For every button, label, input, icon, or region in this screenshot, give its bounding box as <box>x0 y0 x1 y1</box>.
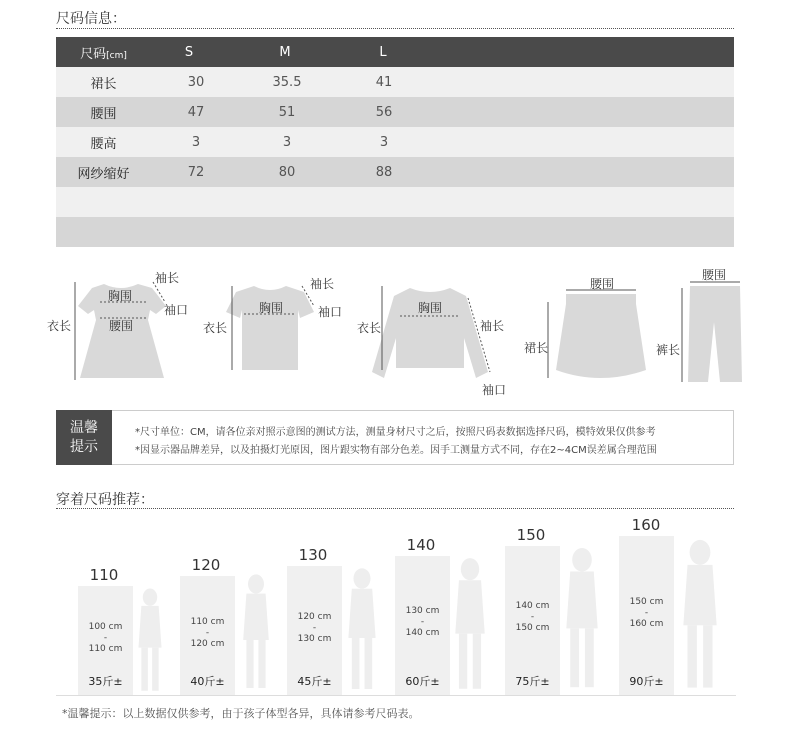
divider <box>56 508 734 509</box>
skirt-diagram <box>524 277 646 378</box>
rec-range: 130 cm - 140 cm <box>405 606 440 638</box>
table-row <box>56 67 734 97</box>
cell-value: 30 <box>187 74 205 90</box>
rec-weight: 40斤± <box>190 675 225 688</box>
kid-silhouette <box>683 540 716 688</box>
sweater-diagram <box>357 286 506 397</box>
cell-value: 88 <box>375 164 393 180</box>
sweater-chest-label: 胸围 <box>418 301 443 315</box>
tips-box <box>56 410 734 465</box>
rec-size: 160 <box>631 516 661 534</box>
table-row <box>56 127 734 157</box>
rec-range: 120 cm - 130 cm <box>297 612 332 644</box>
skirt-waist-label: 腰围 <box>590 277 615 291</box>
header-label: 尺码[cm] <box>80 46 127 62</box>
row-label: 裙长 <box>90 76 117 92</box>
row-label: 腰围 <box>90 106 117 122</box>
measurement-diagrams <box>0 262 790 402</box>
dress-cuff-label: 袖口 <box>164 303 189 317</box>
rec-weight: 45斤± <box>297 675 332 688</box>
pants-waist-label: 腰围 <box>702 268 727 282</box>
cell-value: 35.5 <box>272 74 302 90</box>
header-size-s: S <box>184 44 194 60</box>
cell-value: 72 <box>187 164 205 180</box>
rec-size: 110 <box>89 566 119 584</box>
skirt-length-label: 裙长 <box>524 341 549 355</box>
recommend-title: 穿着尺码推荐： <box>56 492 154 508</box>
table-row-empty <box>56 217 734 247</box>
footer-note: *温馨提示：以上数据仅供参考，由于孩子体型各异，具体请参考尺码表。 <box>62 707 420 720</box>
tips-line-2: *因显示器品牌差异，以及拍摄灯光原因，图片跟实物有部分色差。因手工测量方式不同，存在2~4CM误差属合理范围 <box>135 445 657 456</box>
header-size-l: L <box>379 44 387 60</box>
kid-silhouette <box>566 548 597 687</box>
cell-value: 51 <box>278 104 296 120</box>
tshirt-chest-label: 胸围 <box>259 301 284 315</box>
cell-value: 3 <box>379 134 389 150</box>
table-row <box>56 157 734 187</box>
cell-value: 56 <box>375 104 393 120</box>
kid-silhouette <box>348 568 375 689</box>
sweater-sleeve-label: 袖长 <box>480 319 505 333</box>
rec-size: 120 <box>191 556 221 574</box>
table-row-empty <box>56 187 734 217</box>
rec-size: 150 <box>516 526 546 544</box>
tshirt-length-label: 衣长 <box>203 321 228 335</box>
cell-value: 3 <box>191 134 201 150</box>
rec-range: 150 cm - 160 cm <box>629 597 664 629</box>
rec-range: 110 cm - 120 cm <box>190 617 225 649</box>
pants-diagram <box>656 268 742 382</box>
rec-range: 140 cm - 150 cm <box>515 601 550 633</box>
cell-value: 47 <box>187 104 205 120</box>
tips-line-1: *尺寸单位：CM，请各位亲对照示意图的测试方法，测量身材尺寸之后，按照尺码表数据选择尺码，模特效果仅供参考 <box>135 427 656 438</box>
row-label: 腰高 <box>90 136 117 152</box>
rec-weight: 35斤± <box>88 675 123 688</box>
rec-size: 140 <box>406 536 436 554</box>
kid-silhouette <box>138 589 161 691</box>
tshirt-cuff-label: 袖口 <box>318 305 343 319</box>
sweater-length-label: 衣长 <box>357 321 382 335</box>
rec-weight: 90斤± <box>629 675 664 688</box>
cell-value: 3 <box>282 134 292 150</box>
dress-sleeve-label: 袖长 <box>155 271 180 285</box>
size-table-header <box>56 37 734 67</box>
cell-value: 41 <box>375 74 393 90</box>
rec-size: 130 <box>298 546 328 564</box>
size-table <box>56 37 734 247</box>
pants-length-label: 裤长 <box>656 343 681 357</box>
tshirt-sleeve-label: 袖长 <box>310 277 335 291</box>
cell-value: 80 <box>278 164 296 180</box>
rec-weight: 75斤± <box>515 675 550 688</box>
kid-silhouette <box>243 574 269 688</box>
dress-length-label: 衣长 <box>47 319 72 333</box>
rec-range: 100 cm - 110 cm <box>88 622 123 654</box>
sweater-cuff-label: 袖口 <box>482 383 507 397</box>
dress-waist-label: 腰围 <box>109 319 134 333</box>
baseline <box>56 695 736 696</box>
kid-silhouette <box>455 558 484 689</box>
size-info-title: 尺码信息： <box>56 11 126 27</box>
tips-badge: 温馨 提示 <box>56 410 112 465</box>
divider <box>56 28 734 29</box>
tshirt-diagram <box>203 276 342 370</box>
header-size-m: M <box>279 44 291 60</box>
row-label: 网纱缩好 <box>77 166 130 182</box>
rec-weight: 60斤± <box>405 675 440 688</box>
dress-chest-label: 胸围 <box>108 289 133 303</box>
dress-diagram <box>47 270 188 380</box>
table-row <box>56 97 734 127</box>
